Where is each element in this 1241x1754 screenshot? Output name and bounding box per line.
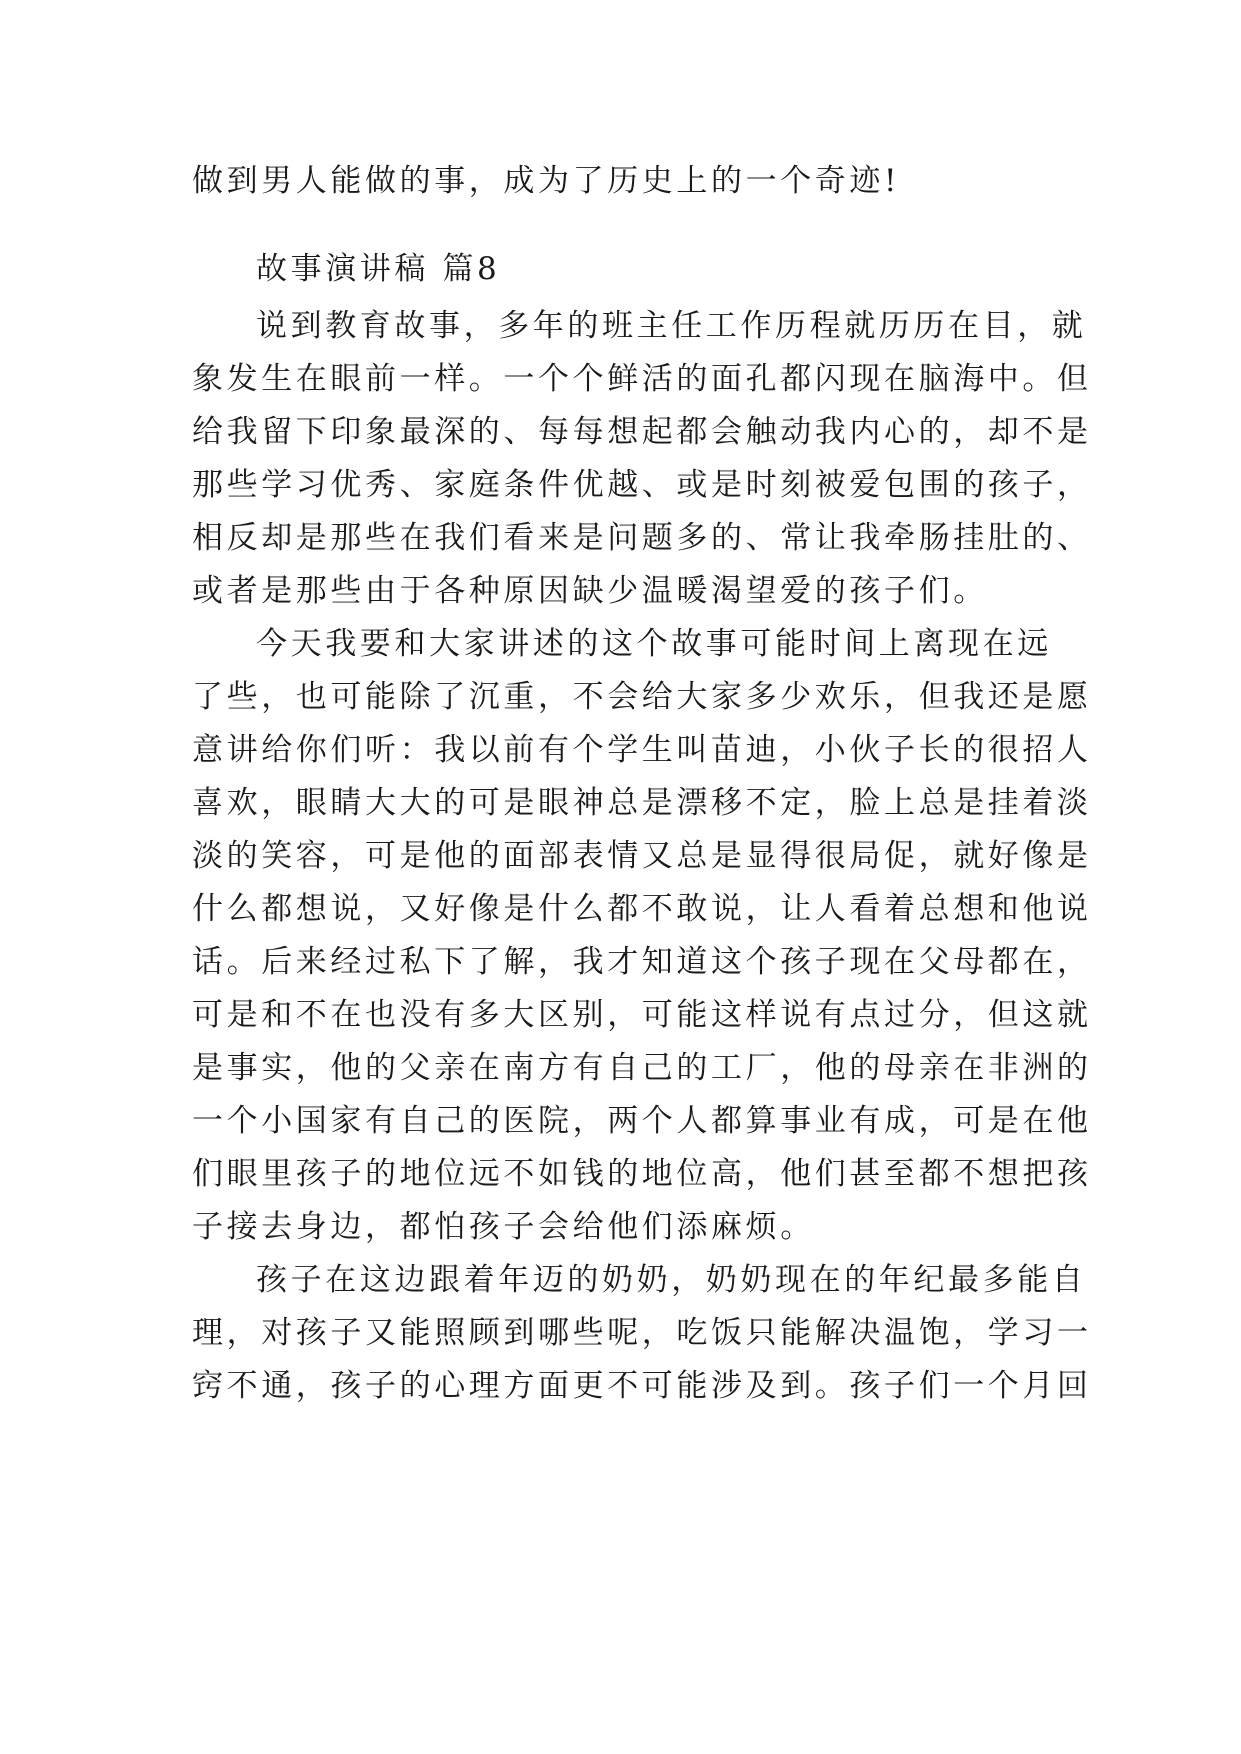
paragraph-line: 淡的笑容，可是他的面部表情又总是显得很局促，就好像是: [192, 838, 1092, 874]
paragraph-line: 相反却是那些在我们看来是问题多的、常让我牵肠挂肚的、: [192, 520, 1092, 556]
paragraph-line: 什么都想说，又好像是什么都不敢说，让人看着总想和他说: [192, 891, 1092, 927]
paragraph-line: 子接去身边，都怕孩子会给他们添麻烦。: [192, 1209, 815, 1245]
paragraph-line: 给我留下印象最深的、每每想起都会触动我内心的，却不是: [192, 414, 1092, 450]
paragraph-line: 今天我要和大家讲述的这个故事可能时间上离现在远: [256, 626, 1052, 662]
paragraph-line: 象发生在眼前一样。一个个鲜活的面孔都闪现在脑海中。但: [192, 361, 1092, 397]
paragraph-line: 们眼里孩子的地位远不如钱的地位高，他们甚至都不想把孩: [192, 1156, 1092, 1192]
paragraph-line: 话。后来经过私下了解，我才知道这个孩子现在父母都在，: [192, 944, 1092, 980]
paragraph-line: 或者是那些由于各种原因缺少温暖渴望爱的孩子们。: [192, 573, 988, 609]
paragraph-line: 一个小国家有自己的医院，两个人都算事业有成，可是在他: [192, 1103, 1092, 1139]
paragraph-line: 孩子在这边跟着年迈的奶奶，奶奶现在的年纪最多能自: [256, 1262, 1087, 1298]
paragraph-line: 意讲给你们听：我以前有个学生叫苗迪，小伙子长的很招人: [192, 732, 1092, 768]
paragraph-line: 是事实，他的父亲在南方有自己的工厂，他的母亲在非洲的: [192, 1050, 1092, 1086]
paragraph-line: 可是和不在也没有多大区别，可能这样说有点过分，但这就: [192, 997, 1092, 1033]
paragraph-line: 那些学习优秀、家庭条件优越、或是时刻被爱包围的孩子，: [192, 467, 1092, 503]
section-heading: 故事演讲稿 篇8: [256, 251, 501, 287]
paragraph-line: 说到教育故事，多年的班主任工作历程就历历在目，就: [256, 308, 1087, 344]
paragraph-line: 窍不通，孩子的心理方面更不可能涉及到。孩子们一个月回: [192, 1368, 1092, 1404]
paragraph-line: 喜欢，眼睛大大的可是眼神总是漂移不定，脸上总是挂着淡: [192, 785, 1092, 821]
paragraph-line: 做到男人能做的事，成为了历史上的一个奇迹!: [192, 163, 901, 199]
paragraph-line: 理，对孩子又能照顾到哪些呢，吃饭只能解决温饱，学习一: [192, 1315, 1092, 1351]
paragraph-line: 了些，也可能除了沉重，不会给大家多少欢乐，但我还是愿: [192, 679, 1092, 715]
